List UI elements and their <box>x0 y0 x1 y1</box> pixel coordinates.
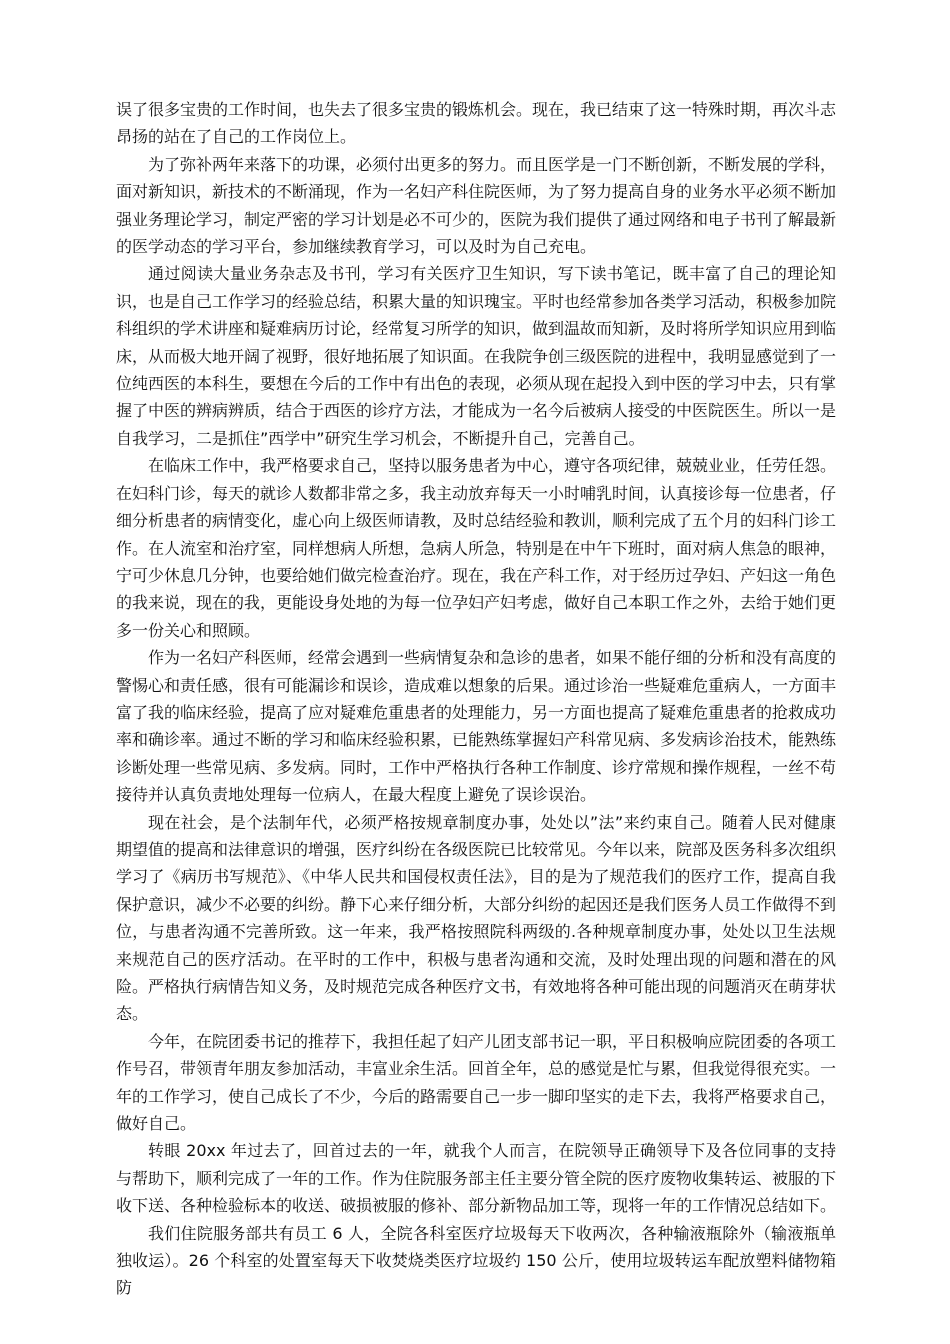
paragraph-7: 今年，在院团委书记的推荐下，我担任起了妇产儿团支部书记一职，平日积极响应院团委的各项工作号召，带领青年朋友参加活动，丰富业余生活。回首全年，总的感觉是忙与累，但我觉得很充实。一年的工作学习，使自己成长了不少，今后的路需要自己一步一脚印坚实的走下去，我将严格要求自己，做好自己。 <box>116 1031 837 1134</box>
paragraph-6: 现在社会，是个法制年代，必须严格按规章制度办事，处处以”法”来约束自己。随着人民对健康期望值的提高和法律意识的增强，医疗纠纷在各级医院已比较常见。今年以来，院部及医务科多次组织学习了《病历书写规范》、《中华人民共和国侵权责任法》，目的是为了规范我们的医疗工作，提高自我保护意识，减少不必要的纠纷。静下心来仔细分析，大部分纠纷的起因还是我们医务人员工作做得不到位，与患者沟通不完善所致。这一年来，我严格按照院科两级的.各种规章制度办事，处处以卫生法规来规范自己的医疗活动。在平时的工作中，积极与患者沟通和交流，及时处理出现的问题和潜在的风险。严格执行病情告知义务，及时规范完成各种医疗文书，有效地将各种可能出现的问题消灭在萌芽状态。 <box>116 812 837 1024</box>
document-page <box>116 96 836 1302</box>
paragraph-2: 为了弥补两年来落下的功课，必须付出更多的努力。而且医学是一门不断创新，不断发展的学科，面对新知识，新技术的不断涌现，作为一名妇产科住院医师，为了努力提高自身的业务水平必须不断加强业务理论学习，制定严密的学习计划是必不可少的，医院为我们提供了通过网络和电子书刊了解最新的医学动态的学习平台，参加继续教育学习，可以及时为自己充电。 <box>116 154 837 257</box>
paragraph-4: 在临床工作中，我严格要求自己，坚持以服务患者为中心，遵守各项纪律，兢兢业业，任劳任怨。在妇科门诊，每天的就诊人数都非常之多，我主动放弃每天一小时哺乳时间，认真接诊每一位患者，仔细分析患者的病情变化，虚心向上级医师请教，及时总结经验和教训，顺利完成了五个月的妇科门诊工作。在人流室和治疗室，同样想病人所想，急病人所急，特别是在中午下班时，面对病人焦急的眼神，宁可少休息几分钟，也要给她们做完检查治疗。现在，我在产科工作，对于经历过孕妇、产妇这一角色的我来说，现在的我，更能设身处地的为每一位孕妇产妇考虑，做好自己本职工作之外，去给于她们更多一份关心和照顾。 <box>116 456 837 640</box>
paragraph-9: 我们住院服务部共有员工 6 人，全院各科室医疗垃圾每天下收两次，各种输液瓶除外（输液瓶单独收运）。26 个科室的处置室每天下收焚烧类医疗垃圾约 150 公斤，使用垃圾转运车配放塑料储物箱防 <box>116 1223 836 1298</box>
paragraph-3: 通过阅读大量业务杂志及书刊，学习有关医疗卫生知识，写下读书笔记，既丰富了自己的理论知识，也是自己工作学习的经验总结，积累大量的知识瑰宝。平时也经常参加各类学习活动，积极参加院科组织的学术讲座和疑难病历讨论，经常复习所学的知识，做到温故而知新，及时将所学知识应用到临床，从而极大地开阔了视野，很好地拓展了知识面。在我院争创三级医院的进程中，我明显感觉到了一位纯西医的本科生，要想在今后的工作中有出色的表现，必须从现在起投入到中医的学习中去，只有掌握了中医的辨病辨质，结合于西医的诊疗方法，才能成为一名今后被病人接受的中医院医生。所以一是自我学习，二是抓住”西学中”研究生学习机会，不断提升自己，完善自己。 <box>116 264 837 448</box>
paragraph-8: 转眼 20xx 年过去了，回首过去的一年，就我个人而言，在院领导正确领导下及各位同事的支持与帮助下，顺利完成了一年的工作。作为住院服务部主任主要分管全院的医疗废物收集转运、被服的下收下送、各种检验标本的收送、破损被服的修补、部分新物品加工等，现将一年的工作情况总结如下。 <box>116 1141 837 1216</box>
paragraph-1: 误了很多宝贵的工作时间，也失去了很多宝贵的锻炼机会。现在，我已结束了这一特殊时期，再次斗志昂扬的站在了自己的工作岗位上。 <box>116 100 837 147</box>
paragraph-5: 作为一名妇产科医师，经常会遇到一些病情复杂和急诊的患者，如果不能仔细的分析和没有高度的警惕心和责任感，很有可能漏诊和误诊，造成难以想象的后果。通过诊治一些疑难危重病人，一方面丰富了我的临床经验，提高了应对疑难危重患者的处理能力，另一方面也提高了疑难危重患者的抢救成功率和确诊率。通过不断的学习和临床经验积累，已能熟练掌握妇产科常见病、多发病诊治技术，能熟练诊断处理一些常见病、多发病。同时，工作中严格执行各种工作制度、诊疗常规和操作规程，一丝不苟接待并认真负责地处理每一位病人，在最大程度上避免了误诊误治。 <box>116 648 837 805</box>
